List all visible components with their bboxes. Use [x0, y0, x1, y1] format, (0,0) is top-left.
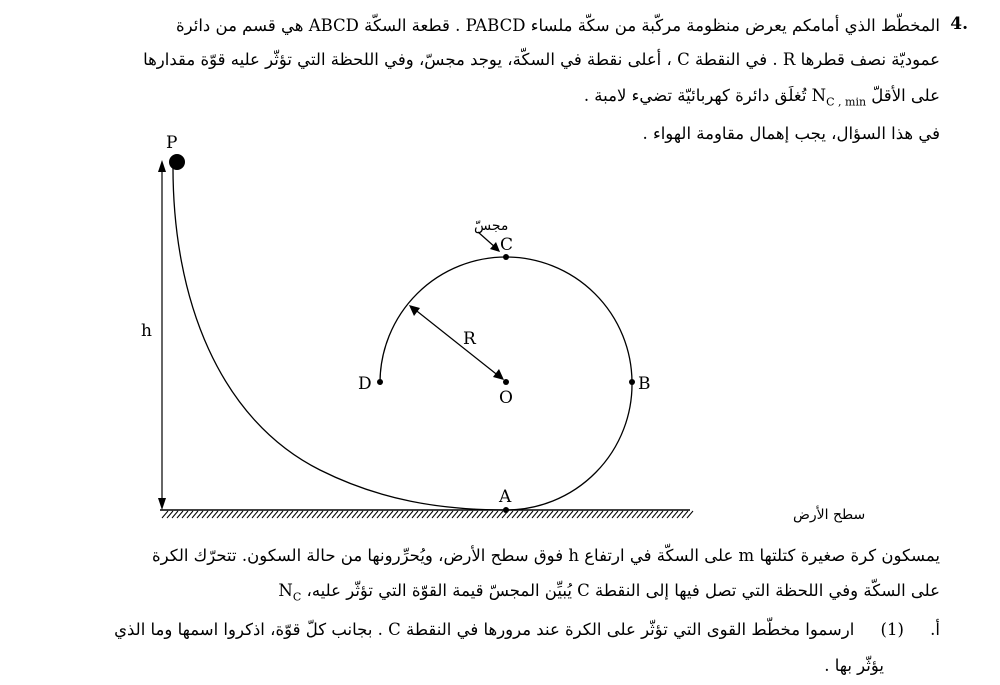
ground-hatch-line	[387, 511, 393, 518]
label-A: A	[499, 487, 512, 507]
label-R: R	[463, 329, 476, 349]
part-a-text-2: يؤثّر بها .	[824, 656, 884, 675]
ground-hatch-line	[307, 511, 313, 518]
ground-hatch-line	[632, 511, 638, 518]
label-P: P	[166, 133, 178, 153]
ground-hatch-line	[612, 511, 618, 518]
part-a-text-1: ارسموا مخطّط القوى التي تؤثّر على الكرة عند مرورها في النقطة C . بجانب كلّ قوّة، اذكروا اسمها وما الذي	[114, 620, 855, 639]
ground-hatch-line	[237, 511, 243, 518]
ground-hatch-line	[187, 511, 193, 518]
ground-hatch-line	[622, 511, 628, 518]
ground-hatch-line	[517, 511, 523, 518]
ground-hatch-line	[182, 511, 188, 518]
ground-hatch-line	[582, 511, 588, 518]
ground-hatch-line	[667, 511, 673, 518]
ground-hatch-line	[552, 511, 558, 518]
ground-hatch-line	[247, 511, 253, 518]
ground-hatch-line	[562, 511, 568, 518]
ground-hatch-line	[317, 511, 323, 518]
ground-hatch-line	[347, 511, 353, 518]
ground-hatch-line	[687, 511, 693, 518]
ground-hatch-line	[602, 511, 608, 518]
ground-hatch-line	[242, 511, 248, 518]
ground-hatch-line	[682, 511, 688, 518]
ground-hatch-line	[592, 511, 598, 518]
ground-hatch-line	[337, 511, 343, 518]
ground-hatch-line	[272, 511, 278, 518]
ground-hatch-line	[597, 511, 603, 518]
ground-hatch-line	[402, 511, 408, 518]
label-B: B	[638, 374, 651, 394]
ground-hatch-line	[277, 511, 283, 518]
ground-hatch-line	[492, 511, 498, 518]
ground-hatch-line	[382, 511, 388, 518]
ground-hatch-line	[192, 511, 198, 518]
label-C: C	[500, 235, 514, 255]
ground-hatch-line	[472, 511, 478, 518]
label-D: D	[358, 374, 372, 394]
ground-hatch-line	[292, 511, 298, 518]
ground-label: سطح الأرض	[793, 507, 866, 523]
ground-hatch-line	[567, 511, 573, 518]
question-number: 4.	[950, 14, 968, 34]
point-B	[629, 379, 635, 385]
label-h: h	[141, 321, 152, 341]
ground-hatch-line	[217, 511, 223, 518]
sensor-label: مجسّ	[474, 218, 509, 234]
ground-hatch-line	[587, 511, 593, 518]
ground-hatch-line	[417, 511, 423, 518]
ground-hatch-line	[397, 511, 403, 518]
ground-hatch-line	[412, 511, 418, 518]
ground-hatch-line	[407, 511, 413, 518]
ground-hatch-line	[677, 511, 683, 518]
point-A	[503, 507, 509, 513]
ground-hatch-line	[487, 511, 493, 518]
ground-hatch-line	[262, 511, 268, 518]
track-diagram	[0, 125, 1000, 535]
ground-hatch-line	[572, 511, 578, 518]
radius-arrow	[409, 305, 504, 380]
intro-line-3: على الأقلّ $N_{C , min}$ تُغلَق دائرة كهربائيّة تضيء لامبة .	[583, 86, 940, 109]
ground-hatch-line	[232, 511, 238, 518]
ground-hatch-line	[392, 511, 398, 518]
ground-hatch-line	[447, 511, 453, 518]
ground-hatch-line	[657, 511, 663, 518]
ground-hatch-line	[532, 511, 538, 518]
ground-hatch-line	[422, 511, 428, 518]
ground-hatch-line	[557, 511, 563, 518]
ground-hatch-line	[197, 511, 203, 518]
ground-hatch-line	[372, 511, 378, 518]
label-O: O	[499, 388, 513, 408]
ground-hatch-line	[457, 511, 463, 518]
ground-hatch-line	[227, 511, 233, 518]
ground-hatch-line	[322, 511, 328, 518]
point-D	[377, 379, 383, 385]
ground-hatch-line	[547, 511, 553, 518]
ground-hatch-line	[672, 511, 678, 518]
ground-hatch-line	[357, 511, 363, 518]
part-a-letter: أ.	[930, 620, 940, 639]
ground-hatch-line	[497, 511, 503, 518]
ground-hatch-line	[342, 511, 348, 518]
ground-hatch-line	[617, 511, 623, 518]
ground-hatch-line	[377, 511, 383, 518]
ground-hatch-line	[542, 511, 548, 518]
ground-hatch-line	[327, 511, 333, 518]
ground-hatch-line	[162, 511, 168, 518]
ground-hatch-line	[257, 511, 263, 518]
ground-hatch-line	[437, 511, 443, 518]
ground-hatch-line	[367, 511, 373, 518]
ground-hatch-line	[332, 511, 338, 518]
ground-hatch-line	[467, 511, 473, 518]
ground-hatch-line	[452, 511, 458, 518]
part-a	[114, 620, 940, 639]
body-line-2: على السكّة وفي اللحظة التي تصل فيها إلى النقطة C يُبيِّن المجسّ قيمة القوّة التي تؤثّر عليه، $N_C$	[278, 581, 940, 604]
intro-line-2: عموديّة نصف قطرها R . في النقطة C ، أعلى نقطة في السكّة، يوجد مجسّ، وفي اللحظة التي تؤثّر عليه قوّة مقدارها	[143, 50, 940, 69]
ground	[160, 510, 693, 518]
ground-hatch-line	[362, 511, 368, 518]
ground-hatch-line	[652, 511, 658, 518]
ball	[169, 154, 185, 170]
sensor-arrow	[478, 232, 500, 252]
ground-hatch-line	[442, 511, 448, 518]
ground-hatch-line	[627, 511, 633, 518]
ground-hatch-line	[312, 511, 318, 518]
ground-hatch-line	[177, 511, 183, 518]
ground-hatch-line	[297, 511, 303, 518]
ground-hatch-line	[647, 511, 653, 518]
height-arrow	[158, 160, 166, 510]
body-line-1: يمسكون كرة صغيرة كتلتها m على السكّة في ارتفاع h فوق سطح الأرض، ويُحرِّرونها من حالة السكون. تتحرّك الكرة	[151, 546, 940, 565]
intro-line-4: في هذا السؤال، يجب إهمال مقاومة الهواء .	[642, 124, 940, 143]
ground-hatch-line	[202, 511, 208, 518]
ground-hatch-line	[352, 511, 358, 518]
ground-hatch-line	[482, 511, 488, 518]
ground-hatch-line	[462, 511, 468, 518]
ground-hatch-line	[522, 511, 528, 518]
ground-hatch-line	[432, 511, 438, 518]
ground-hatch-line	[662, 511, 668, 518]
intro-line-1: المخطّط الذي أمامكم يعرض منظومة مركّبة من سكّة ملساء PABCD . قطعة السكّة ABCD هي قسم من دائرة	[176, 16, 940, 35]
ground-hatch-line	[477, 511, 483, 518]
ground-hatch-line	[267, 511, 273, 518]
ground-hatch-line	[222, 511, 228, 518]
ground-hatch-line	[172, 511, 178, 518]
ground-hatch-line	[642, 511, 648, 518]
ground-hatch-line	[282, 511, 288, 518]
ground-hatch-line	[207, 511, 213, 518]
ground-hatch-line	[252, 511, 258, 518]
ground-hatch-line	[577, 511, 583, 518]
ground-hatch-line	[302, 511, 308, 518]
ground-hatch-line	[287, 511, 293, 518]
ground-hatch-line	[427, 511, 433, 518]
track-curve-PA	[173, 163, 509, 510]
ground-hatch-line	[512, 511, 518, 518]
ground-hatch-line	[167, 511, 173, 518]
part-a-number: (1)	[880, 620, 904, 639]
ground-hatch-line	[607, 511, 613, 518]
ground-hatch-line	[537, 511, 543, 518]
ground-hatch-line	[527, 511, 533, 518]
ground-hatch-line	[212, 511, 218, 518]
ground-hatch-line	[637, 511, 643, 518]
